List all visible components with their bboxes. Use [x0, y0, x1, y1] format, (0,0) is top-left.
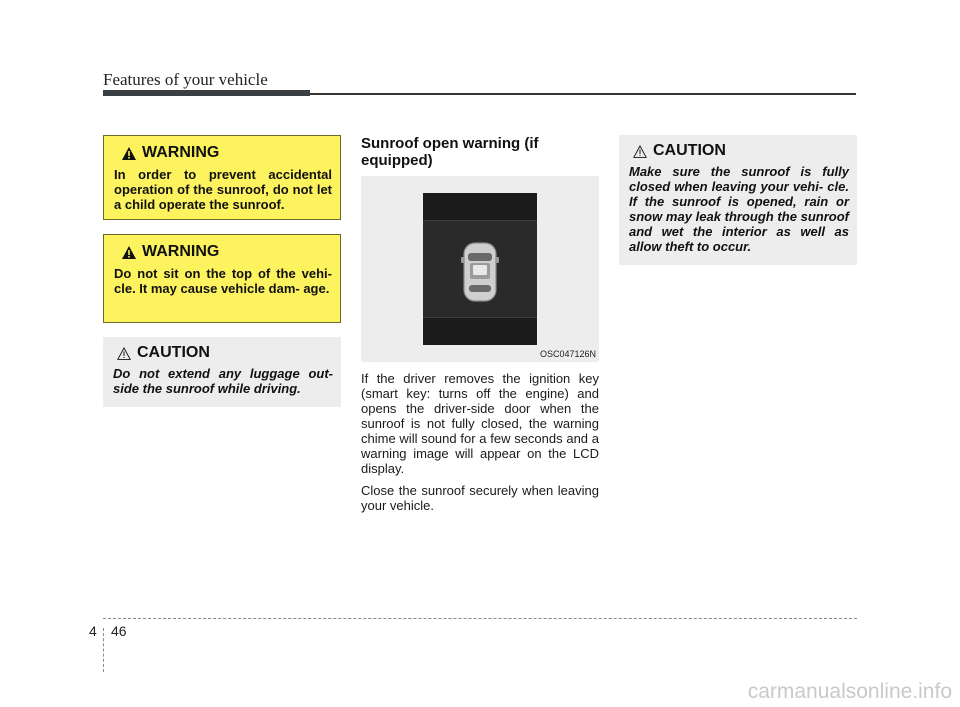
body-paragraph: If the driver removes the ignition key (smart key: turns off the engine) and opens the driver-side door when the sunroof is not fully closed, the warning chime will sound for a few seconds and a warning image will appear on the LCD display. — [361, 371, 599, 476]
caution-box-luggage — [103, 337, 341, 407]
figure-code: OSC047126N — [539, 349, 596, 359]
caution-text: Make sure the sunroof is fully closed when leaving your vehi- cle. If the sunroof is opened, rain or snow may leak through the sunroof and wet the interior as well as allow theft to occur. — [629, 164, 849, 254]
page-number: 46 — [111, 623, 127, 639]
footer-rule — [103, 618, 857, 619]
chapter-number: 4 — [89, 623, 97, 639]
caution-triangle-icon — [117, 347, 131, 360]
lcd-display — [423, 193, 537, 345]
warning-title: WARNING — [122, 144, 332, 162]
warning-box-child-operation — [103, 135, 341, 220]
caution-title: CAUTION — [633, 142, 849, 160]
warning-triangle-icon — [122, 147, 136, 160]
lcd-display-panel — [423, 220, 537, 318]
car-top-view-icon — [460, 241, 500, 303]
warning-text: In order to prevent accidental operation of the sunroof, do not let a child operate the sunroof. — [114, 167, 332, 212]
caution-text: Do not extend any luggage out- side the sunroof while driving. — [113, 366, 333, 396]
section-title: Sunroof open warning (if equipped) — [361, 135, 539, 169]
caution-title: CAUTION — [117, 344, 333, 362]
header-accent-bar — [103, 90, 310, 96]
watermark: carmanualsonline.info — [747, 680, 952, 703]
body-paragraph: Close the sunroof securely when leaving your vehicle. — [361, 483, 599, 513]
warning-text: Do not sit on the top of the vehi- cle. It may cause vehicle dam- age. — [114, 266, 332, 296]
caution-triangle-icon — [633, 145, 647, 158]
warning-triangle-icon — [122, 246, 136, 259]
warning-box-vehicle-top — [103, 234, 341, 323]
lcd-warning-figure — [361, 176, 599, 362]
page-header-title: Features of your vehicle — [103, 70, 268, 89]
footer-divider — [103, 628, 104, 672]
caution-box-sunroof-closed — [619, 135, 857, 265]
warning-title: WARNING — [122, 243, 332, 261]
